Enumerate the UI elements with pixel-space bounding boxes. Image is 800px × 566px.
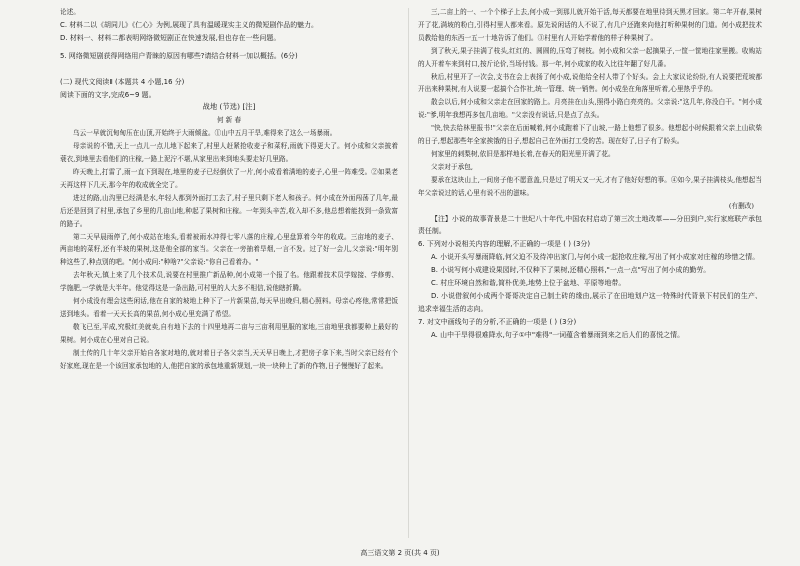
column-divider — [408, 8, 409, 538]
story-author: 何 新 春 — [216, 116, 242, 125]
story-paragraph: "快,快去给林里报书!"父亲在后面喊着,何小成跑着下了山坡,一路上他想了很多。他想起小时候跟着父亲上山砍柴的日子,想起那些年全家挨饿的日子,想起自己在外面打工受的苦。现在好了,日子有了盼头。 — [418, 124, 762, 146]
question-6-option-b: B. 小说写何小成建设果园时,不仅种下了果树,还精心照料,"一点一点"写出了何小成的勤劳。 — [431, 266, 711, 275]
story-paragraph: 父亲对于承包, — [431, 162, 474, 171]
story-paragraph: 何家里的刺梨树,依旧是那样地长着,在春天的阳光里开满了花。 — [431, 149, 615, 158]
section-title: (二) 现代文阅读Ⅱ (本题共 4 小题,16 分) — [60, 77, 185, 86]
story-paragraph: 去年秋天,镇上来了几个技术员,说要在村里推广新品种,何小成第一个报了名。他跟着技术员学嫁接、学修剪、学施肥,一学就是大半年。他觉得这是一条出路,可村里的人大多不相信,说他瞎折腾。 — [60, 271, 398, 293]
question-7: 7. 对文中画线句子的分析,不正确的一项是 ( ) (3分) — [418, 317, 577, 326]
story-paragraph: 到了秋天,果子挂满了枝头,红红的、圆圆的,压弯了树枝。何小成和父亲一起摘果子,一筐一筐地往家里搬。收购站的人开着车来到村口,按斤论价,当场付钱。那一年,何小成家的收入比往年翻了好几番。 — [418, 46, 762, 68]
story-paragraph: 秋后,村里开了一次会,支书在会上表扬了何小成,说他给全村人带了个好头。会上大家议论纷纷,有人说要把荒坡都开出来种果树,有人说要一起搞个合作社,统一管理、统一销售。何小成坐在角落里听着,心里热乎乎的。 — [418, 72, 762, 94]
question-6: 6. 下列对小说相关内容的理解,不正确的一项是 ( ) (3分) — [418, 240, 591, 249]
page-footer: 高三语文第 2 页(共 4 页) — [360, 549, 440, 557]
story-paragraph: 要承在这块山上,一间房子他不愿意盖,只是过了明天又一天,才有了他好好想的事。④如今,果子挂满枝头,他想起当年父亲说过的话,心里有说不出的滋味。 — [418, 175, 762, 197]
option-c: C. 材料二以《胡同儿》《仁心》为例,展现了具有温暖现实主义的微短剧作品的魅力。 — [60, 20, 318, 29]
question-6-option-d: D. 小说借叙何小成两个哥哥决定自己制土砖的缘由,展示了在田地划户这一特殊时代背景下村民们的生产、追求幸福生活的志向。 — [418, 291, 762, 313]
question-6-option-c: C. 村庄环境自然和谐,简朴优美,地势上位于盆地、平原等地带。 — [431, 279, 626, 288]
footnote: 【注】小说的故事背景是二十世纪八十年代,中国农村启动了第三次土地改革——分田到户,实行家庭联产承包责任制。 — [418, 214, 762, 236]
story-paragraph: 散会以后,何小成和父亲走在回家的路上。月亮挂在山头,照得小路白亮亮的。父亲说:"这几年,你没白干。"何小成说:"爹,明年我想再多包几亩地。"父亲没有说话,只是点了点头。 — [418, 98, 762, 120]
story-paragraph: 乌云一早就沉甸甸压在山顶,开始终于大雨倾盆。①山中五月干旱,难得来了这么一场暴雨。 — [73, 129, 337, 138]
story-title: 战地 (节选) [注] — [202, 102, 256, 112]
question-6-option-a: A. 小说开头写暴雨降临,何父迫不及待冲出家门,与何小成一起抢收庄稼,写出了何小成家对庄稼的珍惜之情。 — [431, 253, 760, 262]
story-paragraph: 敬飞已至,平成,究极红美就卖,自有地下去的十四里地再二亩与三亩利用里服的家地,三亩地里我都要种上最好的果树。何小成在心里对自己说。 — [60, 322, 398, 344]
story-paragraph: 昨天晚上,打雷了,雨一直下到现在,地里的麦子已经倒伏了一片,何小成看着满地的麦子,心里一阵难受。②如果老天再这样下几天,那今年的收成就全完了。 — [60, 167, 398, 189]
top-line: 论述。 — [60, 8, 80, 16]
story-paragraph: 进过的路,山沟里已经满是水,年轻人都到外面打工去了,村子里只剩下老人和孩子。何小成在外面闯荡了几年,最后还是回到了村里,承包了乡里的几亩山地,种起了果树和庄稼。一年到头辛苦,收入却不多,他总想着能找到一条致富的路子。 — [60, 193, 398, 228]
story-paragraph: 第二天早晨雨停了,何小成站在地头,看着被雨水冲得七零八落的庄稼,心里盘算着今年的收成。三亩地的麦子、两亩地的菜籽,还有半坡的果树,这是他全部的家当。父亲在一旁抽着旱烟,一言不发。过了好一会儿,父亲说:"明年别种这些了,种点别的吧。"何小成问:"种啥?"父亲说:"你自己看着办。" — [60, 232, 398, 267]
right-column — [418, 6, 762, 342]
question-7-option-a: A. 山中干旱得很难降水,句子①中"难得"一词蕴含着暴雨到来之后人们的喜悦之情。 — [431, 330, 685, 339]
reading-instruction: 阅读下面的文字,完成6~9 题。 — [60, 90, 156, 99]
option-d: D. 材料一、材料二都表明网络微短剧正在快速发展,但也存在一些问题。 — [60, 33, 281, 42]
story-paragraph: 三,二亩上的一、一个个梯子上去,何小成一到那儿就开始干活,每天都要在地里待到天黑才回家。第二年开春,果树开了花,满坡的粉白,引得村里人都来看。原先说闲话的人不说了,有几户还跑来向他打听种果树的门道。何小成把技术员教给他的东西一五一十地告诉了他们。③村里有人开始学着他的样子种果树了。 — [418, 8, 762, 42]
story-paragraph: 何小成没有理会这些闲话,他在自家的坡地上种下了一片新果苗,每天早出晚归,精心照料。母亲心疼他,常常把饭送到地头。看着一天天长高的果苗,何小成心里充满了希望。 — [60, 297, 398, 318]
source-note: (有删改) — [728, 201, 754, 210]
left-column — [60, 6, 398, 372]
story-paragraph: 母亲说的不错,天上一点儿一点儿地下起来了,村里人赶紧抢收麦子和菜籽,雨就下得更大了。何小成和父亲披着蓑衣,到地里去看他们的庄稼,一路上泥泞不堪,从家里出来到地头要走好几里路。 — [60, 142, 398, 164]
question-5: 5. 网络微短剧获得网络用户青睐的原因有哪些?请结合材料一加以概括。(6分) — [60, 51, 298, 60]
story-paragraph: 制土传的几十年父亲开始自各家对地的,就对着日子各父亲当,天天早日晚上,才把房子拿下来,当时父亲已经有个好家庭,现在是一个该回家承包地的人,他把自家的承包地重新规划,一块一块种上了新的作物,日子慢慢好了起来。 — [60, 348, 398, 370]
